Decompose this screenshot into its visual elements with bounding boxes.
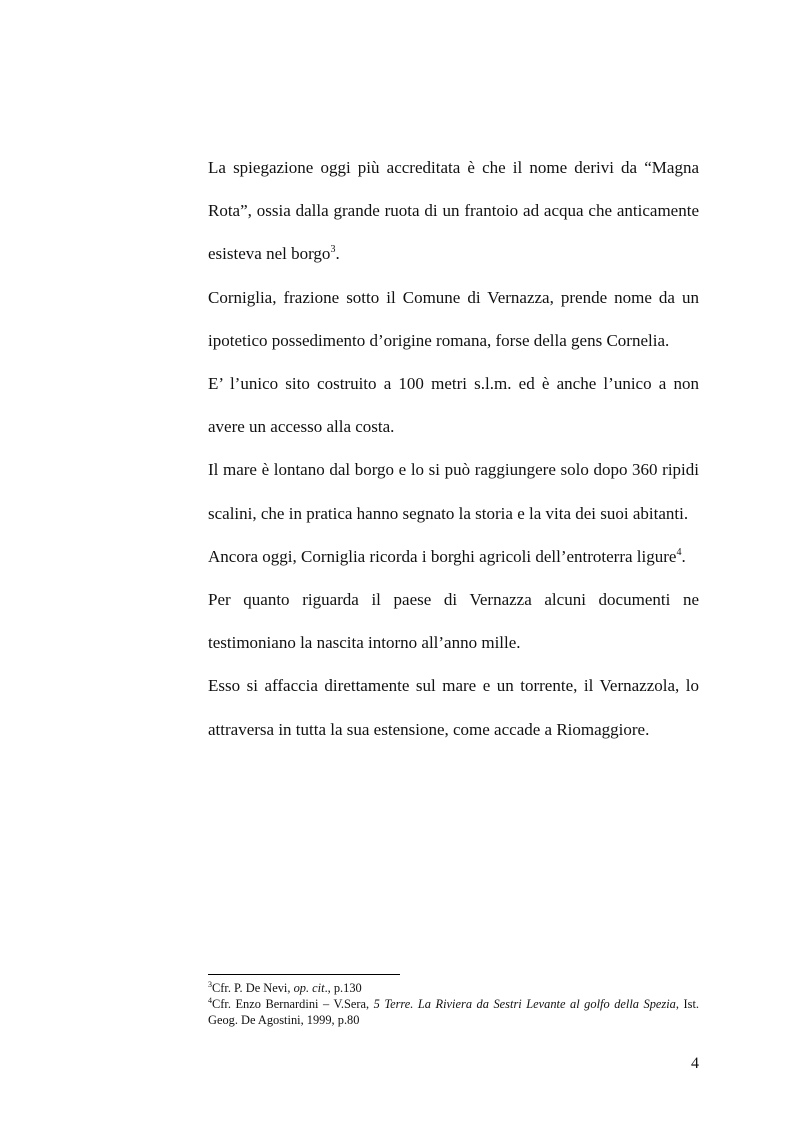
paragraph-magna-rota: La spiegazione oggi più accreditata è che il nome derivi da “Magna Rota”, ossia dalla grande ruota di un frantoio ad acqua che anticamente esisteva nel borgo$^3$. [208,158,699,264]
paragraph-vernazzola: Esso si affaccia direttamente sul mare e un torrente, il Vernazzola, lo attraversa in tutta la sua estensione, come accade a Riomaggiore. [208,676,699,739]
footnote-4: $^4$Cfr. Enzo Bernardini – V.Sera, 5 Terre. La Riviera da Sestri Levante al golfo della Spezia, Ist. Geog. De Agostini, 1999, p.80 [208,996,699,1027]
paragraph-borghi-agricoli: Ancora oggi, Corniglia ricorda i borghi agricoli dell’entroterra ligure$^4$. [208,546,686,566]
footnote-3: $^3$Cfr. P. De Nevi, op. cit., p.130 [208,980,362,995]
footnotes [208,980,699,1028]
paragraph-corniglia: Corniglia, frazione sotto il Comune di Vernazza, prende nome da un ipotetico possedimento d’origine romana, forse della gens Cornelia. [208,287,699,350]
paragraph-text: Ancora oggi, Corniglia ricorda i borghi agricoli dell’entroterra ligure [208,546,677,566]
paragraph-sito: E’ l’unico sito costruito a 100 metri s.l.m. ed è anche l’unico a non avere un accesso alla costa. [208,374,699,437]
paragraph-vernazza: Per quanto riguarda il paese di Vernazza alcuni documenti ne testimoniano la nascita intorno all’anno mille. [208,590,699,653]
paragraph-text: La spiegazione oggi più accreditata è che il nome derivi da “Magna Rota”, ossia dalla grande ruota di un frantoio ad acqua che anticamente esisteva nel borgo [208,158,699,264]
footnote-separator [208,974,400,975]
footnote-reference[interactable]: 4 [676,546,682,558]
paragraph-mare: Il mare è lontano dal borgo e lo si può raggiungere solo dopo 360 ripidi scalini, che in pratica hanno segnato la storia e la vita dei suoi abitanti. [208,460,699,523]
page-number: 4 [691,1055,699,1072]
footnote-reference[interactable]: 3 [330,244,336,256]
body-text [208,146,699,751]
